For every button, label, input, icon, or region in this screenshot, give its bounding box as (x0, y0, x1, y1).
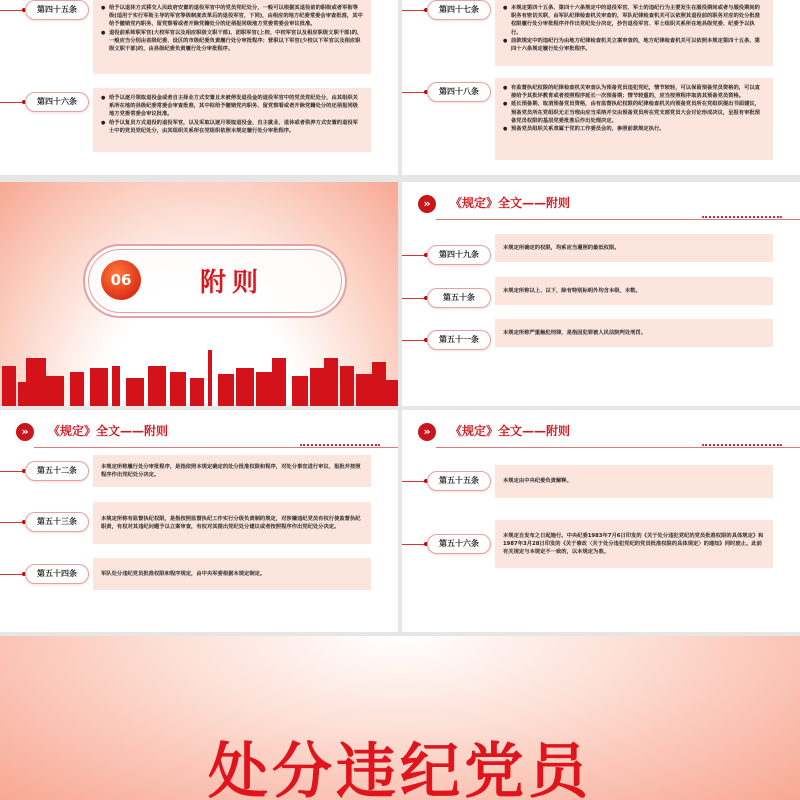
article-content (495, 319, 773, 347)
section-title: 附则 (200, 268, 265, 298)
slide-articles-45-46 (0, 0, 398, 175)
article-text: 军队处分违纪党员批准权限和程序规定，由中央军委根据本规定制定。 (101, 570, 266, 577)
cover-banner (0, 636, 800, 800)
banner-title: 处分违纪党员 (208, 737, 592, 800)
great-wall-decoration (300, 432, 380, 446)
slide-articles-49-51 (402, 182, 800, 406)
article-text: 本规定所称有监督执纪权限，是指按照监督执纪工作实行分级负责制的规定，对涉嫌违纪党员有权行使监督执纪职责，有权对其违纪问题予以立案审查，有权对其提出党纪处分建议或者按照程序作出党纪处分决定。 (101, 515, 361, 530)
article-content (495, 234, 773, 262)
slide-articles-47-48 (402, 0, 800, 175)
article-label: 第五十条 (427, 288, 491, 308)
section-number: 06 (101, 260, 141, 300)
building (386, 380, 398, 406)
double-chevron-icon: » (418, 423, 436, 441)
building (112, 366, 120, 406)
article-items (503, 4, 765, 53)
building (324, 358, 338, 406)
building (126, 378, 144, 406)
great-wall-decoration (702, 432, 782, 446)
article-label: 第四十六条 (25, 92, 89, 112)
city-skyline (0, 346, 398, 406)
article-label: 第四十五条 (25, 0, 89, 20)
header-divider (436, 447, 800, 448)
building (218, 374, 234, 406)
slide-title: 《规定》全文——附则 (48, 424, 169, 438)
double-chevron-icon: » (16, 423, 34, 441)
article-text: 本规定所称严重触犯刑律，是指因犯罪被人民法院判处刑罚。 (503, 329, 647, 336)
article-label: 第四十七条 (427, 0, 491, 20)
article-content (93, 88, 371, 152)
building (70, 372, 84, 406)
article-content (495, 0, 773, 66)
slide-articles-52-54 (0, 410, 398, 632)
article-item: ● 本规定第四十五条、第四十六条规定中的退役军官、军士的违纪行为主要发生在服役期间或者与服役期间的职务有密切关联，由军队纪律检查机关审查的，军队纪律检查机关可以依照其退役前的职务对应的处分批准权限履行处分审批程序并作出党纪处分决定，抄告退役军官、军士组织关系所在地县级党委、纪委予以执行。 (503, 4, 765, 37)
article-label: 第四十九条 (427, 245, 491, 265)
article-text: 本规定所称履行处分审批程序，是指依照本规定确定的处分批准权限和程序，对处分事宜进行审议、报批并按照程序作出党纪处分决定。 (101, 463, 361, 478)
article-text: 本规定由中央纪委负责解释。 (503, 478, 572, 485)
article-item: ● 给予以复员方式退役的退役军官，以及采取以逐月领取退役金、自主就业、退休或者供养方式安置的退役军士中的党员党纪处分，由其组织关系所在党组织依照本规定履行处分审批程序。 (101, 119, 363, 135)
article-items (101, 4, 363, 53)
article-item: ● 退役前系师职军官(大校军官以及相应职级文职干部)、团职军官(上校、中校军官以及相应职级文职干部)的，一般应当分别由省级纪委、设区的市级纪委负责履行处分审批程序；营职以下军官(少校以下军官以及相应职级文职干部)的，由县级纪委负责履行处分审批程序。 (101, 29, 363, 54)
building (272, 358, 286, 406)
building (26, 358, 46, 406)
article-content (93, 558, 371, 590)
slide-articles-55-56 (402, 410, 800, 632)
article-items (101, 94, 363, 135)
article-item: ● 延长预备期、取消预备党员资格，由有监督执纪权限的纪律检查机关向预备党员所在党组织提出书面建议，预备党员所在党组织无正当理由应当采纳并交由预备党员所在党支部党员大会讨论形成决议，呈报有审批预备党员权限的基层党委批准后作出处理决定。 (503, 100, 765, 125)
building (256, 372, 272, 406)
article-label: 第五十四条 (25, 564, 89, 584)
slide-header (418, 420, 800, 444)
building (170, 372, 186, 406)
article-content (495, 277, 773, 305)
header-divider (34, 447, 398, 448)
slide-header (16, 420, 398, 444)
article-content (495, 520, 773, 568)
building (236, 368, 254, 406)
slide-header (418, 192, 800, 216)
article-label: 第五十一条 (427, 330, 491, 350)
article-label: 第五十二条 (25, 461, 89, 481)
article-item: ● 给予以退休方式移交人民政府安置的退役军官中的党员党纪处分，一般可以根据其退役前的职级或者军衔等级(适用于实行军衔主导的军官等级制度改革后的退役军官，下同)，由相应的地方纪委常委会审查批准，其中给予撤销党内职务、留党察看或者开除党籍处分的还须报同级地方党委常委会审议批准。 (101, 4, 363, 29)
article-text: 本规定所确定的权限，均系应当遵照的最低权限。 (503, 244, 620, 251)
article-item: ● 前款规定中的违纪行为由地方纪律检查机关立案审查的，地方纪律检查机关可以依照本规定第四十五条、第四十六条规定履行处分审批程序。 (503, 37, 765, 53)
article-label: 第五十五条 (427, 471, 491, 491)
article-content (93, 455, 371, 487)
double-chevron-icon: » (418, 195, 436, 213)
building (292, 376, 308, 406)
building (208, 350, 212, 406)
article-item: ● 预备党员组织关系隶属于党的工作委员会的，参照前款规定执行。 (503, 125, 765, 133)
article-label: 第五十六条 (427, 534, 491, 554)
building (190, 378, 204, 406)
article-content (495, 78, 773, 160)
building (340, 366, 354, 406)
article-label: 第四十八条 (427, 82, 491, 102)
building (90, 368, 108, 406)
building (148, 366, 166, 406)
building (2, 366, 16, 406)
building (372, 362, 386, 406)
article-text: 本规定自发布之日起施行。中央纪委1983年7月6日印发的《关于处分违犯党纪的党员批准权限的具体规定》和1987年3月28日印发的《关于修改〈关于处分违犯党纪的党员批准权限的具体规定〉的通知》同时废止。此前有关规定与本规定不一致的，以本规定为准。 (503, 532, 764, 556)
article-items (503, 84, 765, 133)
slide-section-06 (0, 182, 398, 406)
article-content (93, 0, 371, 74)
article-item: ● 有监督执纪权限的纪律检查机关审查认为预备党员违犯党纪，情节较轻，可以保留预备党员资格的，可以直接给予其批评教育或者按照程序延长一次预备期；情节较重的，应当按照程序取消其预备党员资格。 (503, 84, 765, 100)
building (46, 376, 64, 406)
article-label: 第五十三条 (25, 512, 89, 532)
article-text: 本规定所称以上、以下，除有特别标明外均含本级、本数。 (503, 287, 641, 294)
article-content (93, 502, 371, 544)
header-divider (436, 219, 800, 220)
article-content (495, 465, 773, 498)
article-item: ● 给予以逐月领取退役金或者自主择业方式安置且未被停发退役金的退役军官中的党员党纪处分，由其组织关系所在地的县级纪委常委会审查批准，其中拟给予撤销党内职务、留党察看或者开除党籍处分的还须报同级地方党委常委会审议批准。 (101, 94, 363, 119)
slide-title: 《规定》全文——附则 (450, 424, 571, 438)
slide-title: 《规定》全文——附则 (450, 196, 571, 210)
great-wall-decoration (702, 204, 782, 218)
